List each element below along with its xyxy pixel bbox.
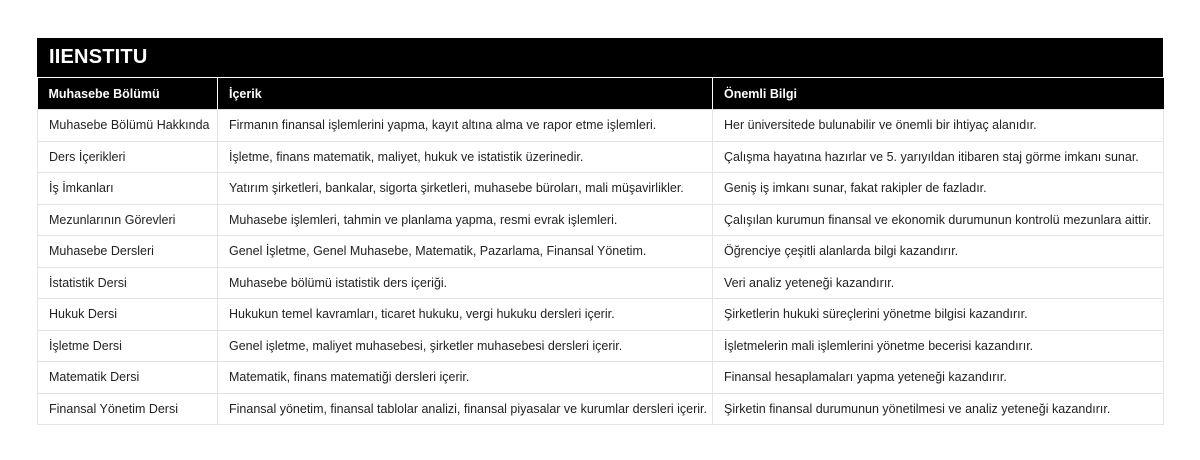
table-cell: Genel işletme, maliyet muhasebesi, şirketler muhasebesi dersleri içerir. <box>218 330 713 362</box>
table-cell: Şirketlerin hukuki süreçlerini yönetme bilgisi kazandırır. <box>713 299 1164 331</box>
table-cell: Hukuk Dersi <box>38 299 218 331</box>
table-row <box>38 362 1164 394</box>
table-row <box>38 110 1164 142</box>
table-cell: Genel İşletme, Genel Muhasebe, Matematik, Pazarlama, Finansal Yönetim. <box>218 236 713 268</box>
table-cell: İşletmelerin mali işlemlerini yönetme becerisi kazandırır. <box>713 330 1164 362</box>
table-cell: Muhasebe işlemleri, tahmin ve planlama yapma, resmi evrak işlemleri. <box>218 204 713 236</box>
table-cell: Hukukun temel kavramları, ticaret hukuku, vergi hukuku dersleri içerir. <box>218 299 713 331</box>
table-cell: Öğrenciye çeşitli alanlarda bilgi kazandırır. <box>713 236 1164 268</box>
table-cell: İstatistik Dersi <box>38 267 218 299</box>
table-cell: Muhasebe Bölümü Hakkında <box>38 110 218 142</box>
table-row <box>38 267 1164 299</box>
table-row <box>38 204 1164 236</box>
table-cell: Şirketin finansal durumunun yönetilmesi ve analiz yeteneği kazandırır. <box>713 393 1164 425</box>
table-cell: Finansal Yönetim Dersi <box>38 393 218 425</box>
table-cell: Mezunlarının Görevleri <box>38 204 218 236</box>
table-cell: Firmanın finansal işlemlerini yapma, kayıt altına alma ve rapor etme işlemleri. <box>218 110 713 142</box>
table-cell: Muhasebe Dersleri <box>38 236 218 268</box>
table-cell: Geniş iş imkanı sunar, fakat rakipler de fazladır. <box>713 173 1164 205</box>
table-cell: Matematik, finans matematiği dersleri içerir. <box>218 362 713 394</box>
table-row <box>38 299 1164 331</box>
table-cell: Finansal yönetim, finansal tablolar analizi, finansal piyasalar ve kurumlar dersleri içerir. <box>218 393 713 425</box>
column-header: İçerik <box>218 78 713 110</box>
table-cell: Ders İçerikleri <box>38 141 218 173</box>
table-row <box>38 393 1164 425</box>
table-cell: Çalışılan kurumun finansal ve ekonomik durumunun kontrolü mezunlara aittir. <box>713 204 1164 236</box>
column-header: Önemli Bilgi <box>713 78 1164 110</box>
table-cell: Matematik Dersi <box>38 362 218 394</box>
content-table <box>37 77 1164 425</box>
column-header: Muhasebe Bölümü <box>38 78 218 110</box>
table-row <box>38 330 1164 362</box>
table-row <box>38 173 1164 205</box>
table-cell: Muhasebe bölümü istatistik ders içeriği. <box>218 267 713 299</box>
table-header-row <box>38 78 1164 110</box>
table-cell: Finansal hesaplamaları yapma yeteneği kazandırır. <box>713 362 1164 394</box>
table-cell: İşletme Dersi <box>38 330 218 362</box>
table-cell: İş İmkanları <box>38 173 218 205</box>
table-row <box>38 141 1164 173</box>
table-cell: Yatırım şirketleri, bankalar, sigorta şirketleri, muhasebe büroları, mali müşavirlikler. <box>218 173 713 205</box>
content-table-container <box>37 38 1163 425</box>
brand-title: IIENSTITU <box>37 38 1163 77</box>
table-row <box>38 236 1164 268</box>
table-cell: Her üniversitede bulunabilir ve önemli bir ihtiyaç alanıdır. <box>713 110 1164 142</box>
table-cell: İşletme, finans matematik, maliyet, hukuk ve istatistik üzerinedir. <box>218 141 713 173</box>
table-cell: Çalışma hayatına hazırlar ve 5. yarıyıldan itibaren staj görme imkanı sunar. <box>713 141 1164 173</box>
table-cell: Veri analiz yeteneği kazandırır. <box>713 267 1164 299</box>
